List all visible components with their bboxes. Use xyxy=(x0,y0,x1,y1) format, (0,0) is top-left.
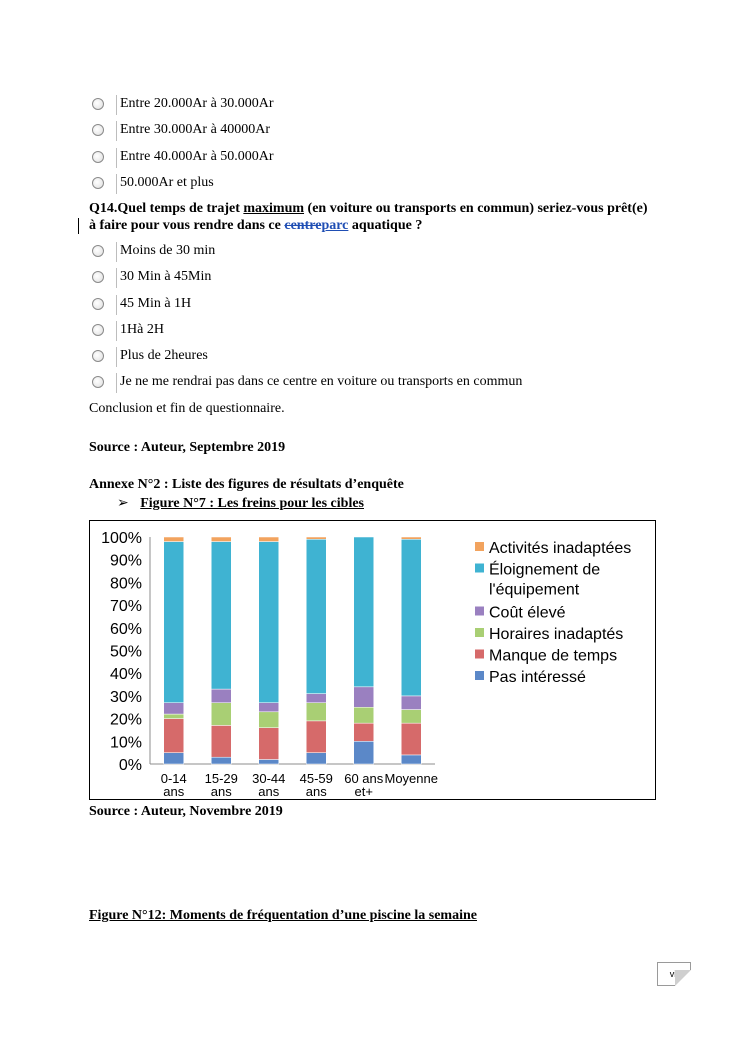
x-tick-label: ans xyxy=(258,784,280,799)
radio-button[interactable] xyxy=(92,245,104,257)
legend-label: Coût élevé xyxy=(489,604,566,622)
y-tick-label: 70% xyxy=(109,598,142,616)
bar-segment xyxy=(354,687,374,707)
radio-option[interactable] xyxy=(92,242,612,264)
inserted-text: parc xyxy=(321,218,349,233)
radio-button[interactable] xyxy=(92,298,104,310)
field-divider xyxy=(116,373,117,393)
radio-option[interactable] xyxy=(92,373,612,395)
bar-segment xyxy=(164,753,184,764)
bar-segment xyxy=(354,741,374,764)
bar-segment xyxy=(306,539,326,693)
source-note: Source : Auteur, Novembre 2019 xyxy=(89,804,283,819)
bar-segment xyxy=(164,542,184,703)
option-label: 50.000Ar et plus xyxy=(120,175,214,190)
option-label: Entre 40.000Ar à 50.000Ar xyxy=(120,149,274,164)
bar-segment xyxy=(211,689,231,703)
bar-segment xyxy=(211,542,231,690)
radio-option[interactable] xyxy=(92,347,612,369)
option-label: Moins de 30 min xyxy=(120,243,216,258)
option-label: Plus de 2heures xyxy=(120,348,208,363)
y-tick-label: 10% xyxy=(109,734,142,752)
y-tick-label: 20% xyxy=(109,711,142,729)
radio-button[interactable] xyxy=(92,350,104,362)
legend-label: Pas intéressé xyxy=(489,669,586,686)
bar-segment xyxy=(401,723,421,755)
x-tick-label: 60 ans xyxy=(344,771,384,786)
bar-segment xyxy=(259,537,279,542)
x-tick-label: ans xyxy=(163,784,185,799)
radio-button[interactable] xyxy=(92,376,104,388)
bar-segment xyxy=(164,703,184,714)
bar-segment xyxy=(259,542,279,703)
radio-option[interactable] xyxy=(92,121,612,143)
q14-middle: (en voiture ou transports en commun) seriez-vous prêt(e) à faire pour vous rendre dans ce xyxy=(89,201,648,233)
bar-segment xyxy=(354,707,374,723)
legend-swatch xyxy=(475,564,484,573)
field-divider xyxy=(116,242,117,262)
chart-frame xyxy=(89,520,656,800)
page-number xyxy=(657,962,691,986)
option-label: 30 Min à 45Min xyxy=(120,269,212,284)
bar-segment xyxy=(259,728,279,760)
field-divider xyxy=(116,148,117,168)
bar-segment xyxy=(306,753,326,764)
figure-heading xyxy=(117,495,364,513)
legend-swatch xyxy=(475,650,484,659)
bar-segment xyxy=(211,757,231,764)
legend-swatch xyxy=(475,628,484,637)
radio-option[interactable] xyxy=(92,95,612,117)
arrow-bullet-icon: ➢ xyxy=(117,496,129,511)
field-divider xyxy=(116,95,117,115)
bar-segment xyxy=(354,537,374,687)
x-tick-label: 30-44 xyxy=(252,771,286,786)
bar-segment xyxy=(401,710,421,724)
x-tick-label: ans xyxy=(210,784,232,799)
y-tick-label: 40% xyxy=(109,666,142,684)
bar-segment xyxy=(259,759,279,764)
bar-segment xyxy=(401,696,421,710)
option-label: Je ne me rendrai pas dans ce centre en voiture ou transports en commun xyxy=(120,374,523,389)
option-label: 1Hà 2H xyxy=(120,322,164,337)
source-note: Source : Auteur, Septembre 2019 xyxy=(89,440,286,455)
x-tick-label: 0-14 xyxy=(160,771,187,786)
conclusion-text: Conclusion et fin de questionnaire. xyxy=(89,401,285,416)
x-tick-label: Moyenne xyxy=(384,771,438,786)
page-number-text: vii xyxy=(669,969,679,979)
y-tick-label: 60% xyxy=(109,620,142,638)
figure-title: Figure N°7 : Les freins pour les cibles xyxy=(140,496,364,511)
q14-suffix: aquatique ? xyxy=(348,218,423,233)
legend-label: l'équipement xyxy=(489,581,580,599)
y-tick-label: 100% xyxy=(101,530,142,547)
radio-button[interactable] xyxy=(92,151,104,163)
q14-prefix: Q14.Quel temps de trajet xyxy=(89,201,244,216)
x-tick-label: 15-29 xyxy=(204,771,238,786)
y-tick-label: 90% xyxy=(109,552,142,570)
legend-swatch xyxy=(475,671,484,680)
bar-segment xyxy=(211,703,231,726)
legend-label: Manque de temps xyxy=(489,647,618,665)
y-tick-label: 80% xyxy=(109,575,142,593)
bar-segment xyxy=(354,723,374,741)
legend-label: Éloignement de xyxy=(489,561,601,579)
radio-option[interactable] xyxy=(92,321,612,343)
x-tick-label: 45-59 xyxy=(299,771,333,786)
radio-button[interactable] xyxy=(92,98,104,110)
bar-segment xyxy=(259,712,279,728)
option-label: Entre 30.000Ar à 40000Ar xyxy=(120,122,271,137)
y-tick-label: 30% xyxy=(109,688,142,706)
option-label: Entre 20.000Ar à 30.000Ar xyxy=(120,96,274,111)
field-divider xyxy=(116,268,117,288)
radio-option[interactable] xyxy=(92,148,612,170)
radio-button[interactable] xyxy=(92,177,104,189)
field-divider xyxy=(116,321,117,341)
bar-segment xyxy=(306,721,326,753)
bar-segment xyxy=(211,725,231,757)
bar-segment xyxy=(164,537,184,542)
radio-option[interactable] xyxy=(92,268,612,290)
legend-label: Horaires inadaptés xyxy=(489,626,624,643)
page-fold-icon xyxy=(675,970,691,986)
y-tick-label: 50% xyxy=(109,643,142,661)
field-divider xyxy=(116,174,117,194)
y-tick-label: 0% xyxy=(118,757,142,774)
radio-button[interactable] xyxy=(92,324,104,336)
question-q14 xyxy=(89,200,649,234)
bar-segment xyxy=(164,714,184,719)
figure-title: Figure N°12: Moments de fréquentation d’une piscine la semaine xyxy=(89,908,477,923)
bar-segment xyxy=(306,537,326,539)
bar-segment xyxy=(164,719,184,753)
field-divider xyxy=(116,347,117,367)
radio-button[interactable] xyxy=(92,124,104,136)
radio-button[interactable] xyxy=(92,271,104,283)
bar-segment xyxy=(211,537,231,542)
legend-swatch xyxy=(475,607,484,616)
x-tick-label: et+ xyxy=(354,784,373,799)
bar-segment xyxy=(401,537,421,539)
bar-segment xyxy=(401,755,421,764)
track-change-bar xyxy=(78,218,79,234)
stacked-bar-chart xyxy=(90,521,655,799)
legend-swatch xyxy=(475,542,484,551)
radio-option[interactable] xyxy=(92,174,612,196)
x-tick-label: ans xyxy=(305,784,327,799)
bar-segment xyxy=(306,694,326,703)
bar-segment xyxy=(306,703,326,721)
legend-label: Activités inadaptées xyxy=(489,540,632,557)
bar-segment xyxy=(259,703,279,712)
deleted-text: centre xyxy=(284,218,322,233)
bar-segment xyxy=(401,539,421,696)
annex-title: Annexe N°2 : Liste des figures de résultats d’enquête xyxy=(89,477,404,492)
option-label: 45 Min à 1H xyxy=(120,296,192,311)
radio-option[interactable] xyxy=(92,295,612,317)
field-divider xyxy=(116,121,117,141)
q14-emphasis: maximum xyxy=(243,201,305,216)
field-divider xyxy=(116,295,117,315)
